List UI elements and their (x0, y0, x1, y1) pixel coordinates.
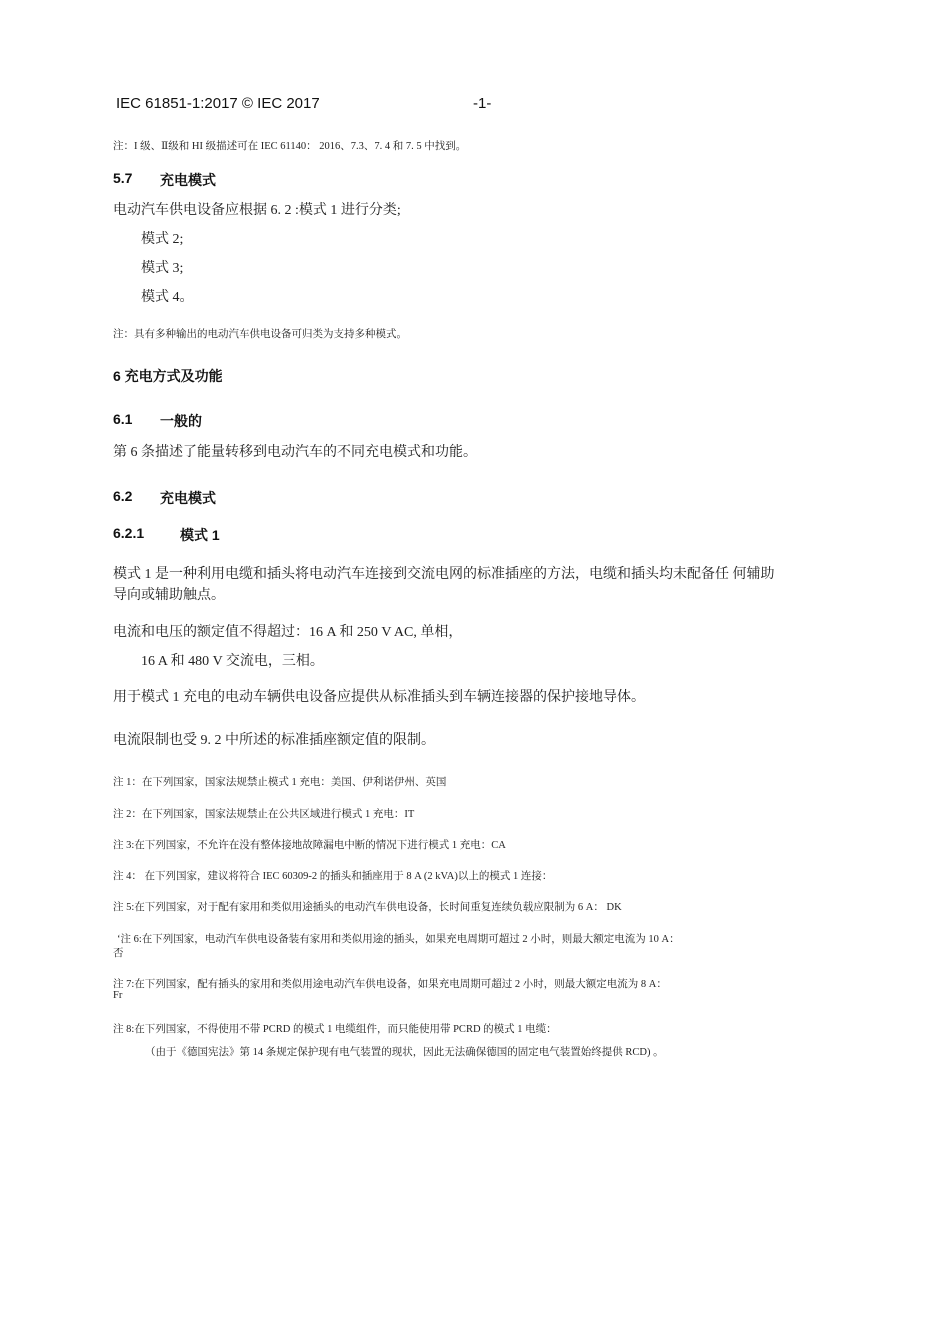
note-4: 注 4： 在下列国家，建议将符合 IEC 60309-2 的插头和插座用于 8 A (2 kVA)以上的模式 1 连接： (113, 871, 553, 882)
section-6-2-1-paragraph-4: 电流限制也受 9. 2 中所述的标准插座额定值的限制。 (113, 733, 435, 748)
note-6-line-1: ‘注 6:在下列国家，电动汽车供电设备装有家用和类似用途的插头，如果充电周期可超过 2 小时，则最大额定电流为 10 A： (117, 934, 680, 945)
section-6-2-1-number: 6.2.1 (113, 525, 145, 541)
section-6-2-1-paragraph-2-line-2: 16 A 和 480 V 交流电，三相。 (141, 654, 324, 669)
section-6-2-1-paragraph-2-line-1: 电流和电压的额定值不得超过：16 A 和 250 V AC, 单相， (113, 625, 463, 640)
section-5-7-item: 模式 2; (141, 232, 184, 247)
section-5-7-note: 注：具有多种输出的电动汽车供电设备可归类为支持多种模式。 (113, 329, 407, 340)
section-5-7-item: 模式 4。 (141, 290, 194, 305)
header-standard: IEC 61851-1:2017 © IEC 2017 (116, 95, 320, 112)
header-page-number: -1- (473, 95, 492, 112)
note-5: 注 5:在下列国家，对于配有家用和类似用途插头的电动汽车供电设备，长时间重复连续负载应限制为 6 A： DK (113, 902, 622, 913)
section-6-2-1-paragraph-1-line-2: 导向或辅助触点。 (113, 588, 225, 603)
section-6-2-1-paragraph-1-line-1: 模式 1 是一种利用电缆和插头将电动汽车连接到交流电网的标准插座的方法，电缆和插头均未配备任 何辅助 (113, 567, 775, 582)
note-classes: 注：I 级、Ⅱ级和 HI 级描述可在 IEC 61140： 2016、7.3、7. 4 和 7. 5 中找到。 (113, 141, 467, 152)
section-5-7-number: 5.7 (113, 170, 133, 186)
note-2: 注 2：在下列国家，国家法规禁止在公共区域进行模式 1 充电：IT (113, 809, 415, 820)
note-7-line-2: Fr (113, 990, 123, 1001)
section-6-2-1-paragraph-3: 用于模式 1 充电的电动车辆供电设备应提供从标准插头到车辆连接器的保护接地导体。 (113, 690, 645, 705)
section-6-2-number: 6.2 (113, 488, 133, 504)
section-5-7-item: 模式 3; (141, 261, 184, 276)
note-1: 注 1：在下列国家，国家法规禁止模式 1 充电：美国、伊利诺伊州、英国 (113, 777, 447, 788)
section-5-7-title: 充电模式 (160, 172, 216, 188)
note-6-line-2: 否 (113, 948, 124, 959)
section-6-1-title: 一般的 (160, 413, 202, 429)
note-7-line-1: 注 7:在下列国家，配有插头的家用和类似用途电动汽车供电设备，如果充电周期可超过 2 小时，则最大额定电流为 8 A： (113, 979, 667, 990)
note-8-line-2: （由于《德国宪法》第 14 条规定保护现有电气装置的现状，因此无法确保德国的固定电气装置始终提供 RCD) 。 (145, 1047, 664, 1058)
note-3: 注 3:在下列国家，不允许在没有整体接地故障漏电中断的情况下进行模式 1 充电：CA (113, 840, 506, 851)
section-6-1-text: 第 6 条描述了能量转移到电动汽车的不同充电模式和功能。 (113, 445, 477, 460)
section-6-1-number: 6.1 (113, 411, 133, 427)
section-5-7-intro: 电动汽车供电设备应根据 6. 2 :模式 1 进行分类; (113, 203, 401, 218)
section-6-2-title: 充电模式 (160, 490, 216, 506)
note-8-line-1: 注 8:在下列国家，不得使用不带 PCRD 的模式 1 电缆组件，而只能使用带 PCRD 的模式 1 电缆： (113, 1024, 557, 1035)
section-6-title: 6 充电方式及功能 (113, 368, 223, 384)
section-6-2-1-title: 模式 1 (180, 527, 220, 543)
